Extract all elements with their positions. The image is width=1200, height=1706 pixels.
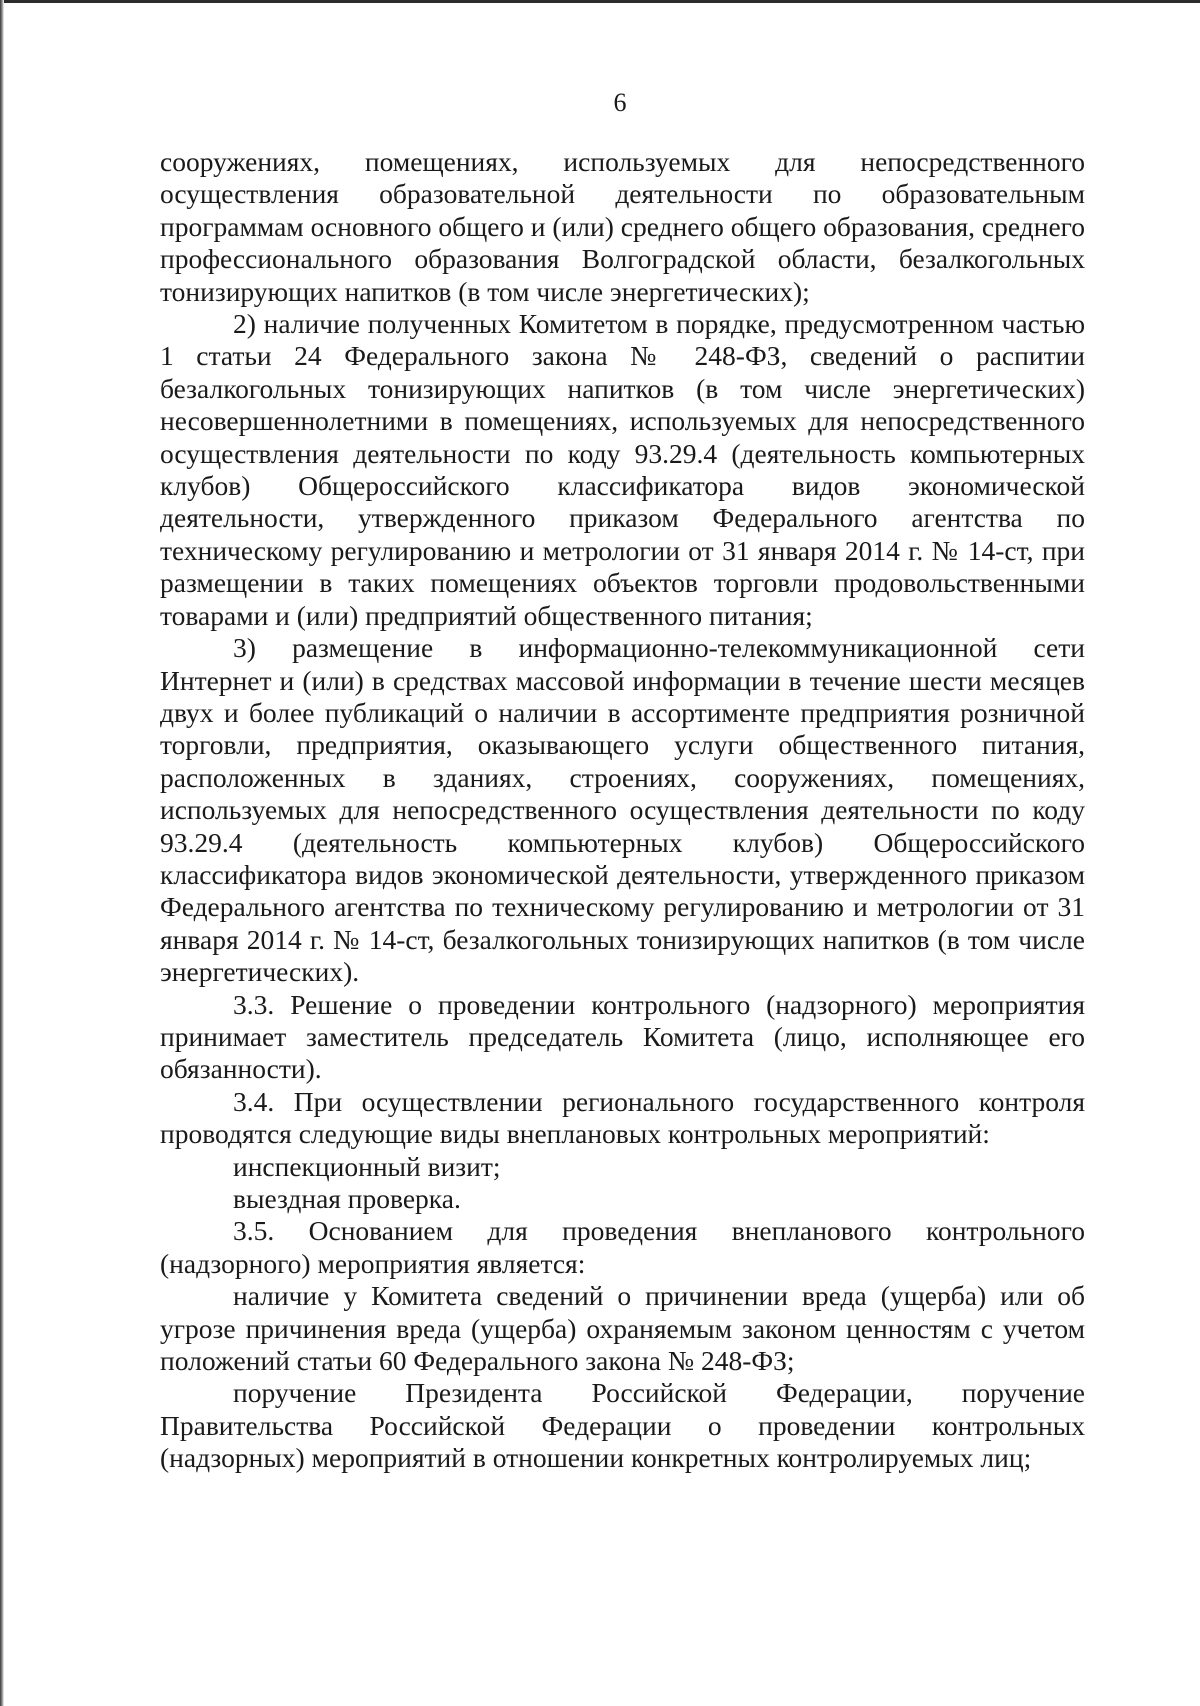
paragraph-item-2: 2) наличие полученных Комитетом в порядке, предусмотренном частью 1 статьи 24 Федерального закона № 248-ФЗ, сведений о распитии безалкогольных тонизирующих напитков (в том числе энергетических) несовершеннолетними в помещениях, используемых для непосредственного осуществления деятельности по коду 93.29.4 (деятельность компьютерных клубов) Общероссийского классификатора видов экономической деятельности, утвержденного приказом Федерального агентства по техническому регулированию и метрологии от 31 января 2014 г. № 14-ст, при размещении в таких помещениях объектов торговли продовольственными товарами и (или) предприятий общественного питания; [160, 308, 1085, 631]
page-number: 6 [613, 88, 627, 117]
paragraph-3-3: 3.3. Решение о проведении контрольного (надзорного) мероприятия принимает заместитель председатель Комитета (лицо, исполняющее его обязанности). [160, 988, 1085, 1085]
scan-edge-top [0, 0, 1200, 3]
paragraph-harm-info: наличие у Комитета сведений о причинении вреда (ущерба) или об угрозе причинения вреда (ущерба) охраняемым законом ценностям с учетом положений статьи 60 Федерального закона № 248-ФЗ; [160, 1280, 1085, 1377]
paragraph-field-check: выездная проверка. [233, 1183, 461, 1214]
scan-edge-left [0, 0, 4, 1706]
document-body [160, 146, 1085, 1475]
paragraph-3-4: 3.4. При осуществлении регионального государственного контроля проводятся следующие виды внеплановых контрольных мероприятий: [160, 1085, 1085, 1150]
paragraph-item-3: 3) размещение в информационно-телекоммуникационной сети Интернет и (или) в средствах массовой информации в течение шести месяцев двух и более публикаций о наличии в ассортименте предприятия розничной торговли, предприятия, оказывающего услуги общественного питания, расположенных в зданиях, строениях, сооружениях, помещениях, используемых для непосредственного осуществления деятельности по коду 93.29.4 (деятельность компьютерных клубов) Общероссийского классификатора видов экономической деятельности, утвержденного приказом Федерального агентства по техническому регулированию и метрологии от 31 января 2014 г. № 14-ст, безалкогольных тонизирующих напитков (в том числе энергетических). [160, 632, 1085, 988]
paragraph-inspection-visit: инспекционный визит; [233, 1150, 501, 1182]
paragraph-continuation: сооружениях, помещениях, используемых для непосредственного осуществления образовательной деятельности по образовательным программам основного общего и (или) среднего общего образования, среднего профессионального образования Волгоградской области, безалкогольных тонизирующих напитков (в том числе энергетических); [160, 146, 1085, 307]
paragraph-president-order: поручение Президента Российской Федерации, поручение Правительства Российской Федерации о проведении контрольных (надзорных) мероприятий в отношении конкретных контролируемых лиц; [160, 1377, 1085, 1474]
paragraph-3-5: 3.5. Основанием для проведения внепланового контрольного (надзорного) мероприятия является: [160, 1215, 1085, 1279]
